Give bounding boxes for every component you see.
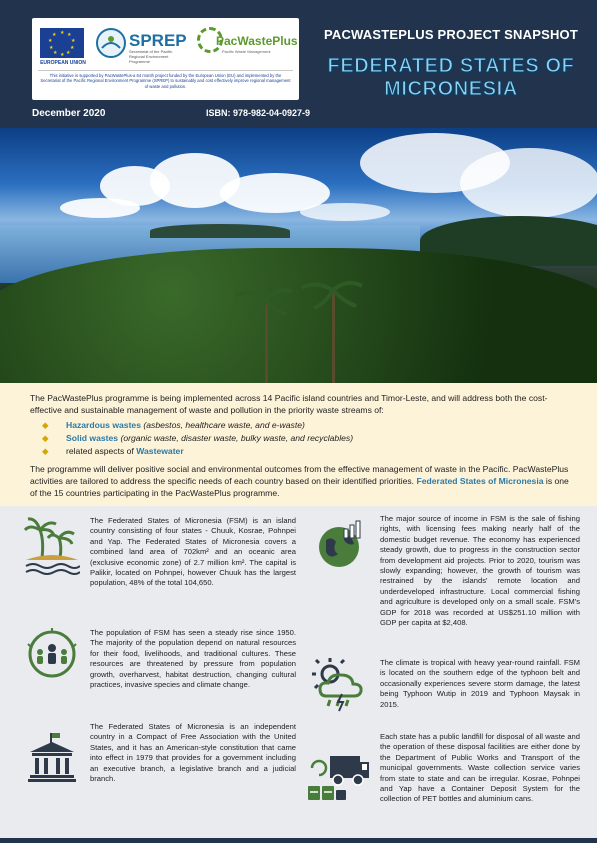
geography-text: The Federated States of Micronesia (FSM) is an island country consisting of four states - Chuuk, Kosrae, Pohnpei and Yap. The Federated States of Micronesia covers a combined land area of 702km² and an oceanic area (exclusive economic zone) of 2.7 million km². The capital is Palikir, located on Pohnpei, however Chuuk has the largest population, 48% of the total 104,650. bbox=[90, 516, 296, 588]
population-text: The population of FSM has seen a steady rise since 1950. The majority of the population depend on natural resources for their food, livelihoods, and traditional cultures. These resources are threatened by pressure from population growth, overharvest, habitat destruction, changing cultural practices, invasive species and climate change. bbox=[90, 628, 296, 690]
country-highlight: Federated States of Micronesia bbox=[416, 476, 544, 486]
waste-stream-prefix: related aspects of bbox=[66, 446, 137, 456]
waste-management-text: Each state has a public landfill for disposal of all waste and the operation of these disposal facilities are either done by the Department of Public Works and Transport of the municipal governments. Waste collection service varies from state to state and can be irregular. Kosrae, Pohnpei and Yap have a Container Deposit System for the collection of PET bottles and aluminium cans. bbox=[380, 732, 580, 804]
eu-caption: EUROPEAN UNION bbox=[40, 60, 86, 66]
cloud bbox=[460, 148, 597, 218]
waste-streams-list bbox=[42, 419, 562, 458]
economy-text: The major source of income in FSM is the sale of fishing rights, with licensing fees making nearly half of the domestic budget revenue. The economy has experienced steady growth, due to progress in the construction sector from development aid projects. Prior to 2020, tourism was slowly expanding; however, the growth of tourism was restrained by the islands' remote location and underdeveloped infrastructure. Local commercial fishing and agriculture is developed only on a small scale. FSM's GDP for 2018 was recorded at US$251.10 million with GDP per capita at $2,408. bbox=[380, 514, 580, 628]
globe-growth-chart-icon bbox=[316, 520, 366, 575]
list-item bbox=[42, 445, 562, 458]
palm-fronds bbox=[230, 278, 370, 318]
landscape-photo bbox=[0, 128, 597, 383]
outcomes-text: The programme will deliver positive social and environmental outcomes from the effective management of waste in the Pacific. PacWastePlus activities are tailored to address the specific needs of each country based on their identified priorities. bbox=[30, 464, 569, 486]
header-banner bbox=[0, 0, 597, 128]
sprep-emblem-icon bbox=[96, 28, 126, 58]
list-item bbox=[42, 432, 562, 445]
distant-island bbox=[150, 224, 290, 238]
waste-stream-label: Hazardous wastes bbox=[66, 420, 141, 430]
funding-statement: This initiative is supported by PacWastePlus-a 64 month project funded by the European Union (EU) and implemented by the Secretariat of the Pacific Regional Environment Programme (SPREP) to sustainably and cost effectively improve regional management of waste and pollution. bbox=[40, 73, 291, 89]
snapshot-title: PACWASTEPLUS PROJECT SNAPSHOT bbox=[323, 27, 579, 42]
partner-logos-panel bbox=[32, 18, 299, 100]
eu-flag-logo: ★ ★ ★ ★ ★ ★ ★ ★ ★ ★ bbox=[40, 28, 84, 58]
climate-text: The climate is tropical with heavy year-round rainfall. FSM is located on the southern edge of the typhoon belt and occasionally experiences severe storm damage, the latest being Typhoon Wutip in 2019 and Typhoon Maysak in 2015. bbox=[380, 658, 580, 709]
country-title: FEDERATED STATES OF MICRONESIA bbox=[327, 55, 575, 100]
intro-paragraph: The PacWastePlus programme is being implemented across 14 Pacific island countries and Timor-Leste, and will address both the cost-effective and sustainable management of waste and pollution in the priority waste streams of: bbox=[30, 393, 548, 415]
community-people-icon bbox=[26, 628, 78, 685]
waste-stream-detail: (asbestos, healthcare waste, and e-waste) bbox=[143, 420, 305, 430]
intro-paragraph-2 bbox=[30, 463, 570, 499]
government-text: The Federated States of Micronesia is an independent country in a Compact of Free Association with the United States, and it has an American-style constitution that came into effect in 1979 that provides for a government including an executive branch, a legislative branch and a judicial branch. bbox=[90, 722, 296, 784]
waste-stream-label: Solid wastes bbox=[66, 433, 119, 443]
diamond-bullet-icon: ◆ bbox=[42, 446, 49, 456]
footer-bar bbox=[0, 838, 597, 843]
waste-stream-label: Wastewater bbox=[136, 446, 184, 456]
logo-divider bbox=[38, 70, 293, 71]
participation-text: is one of the 15 countries participating in the PacWastePlus programme. bbox=[30, 476, 569, 498]
sprep-subtitle: Secretariat of the Pacific Regional Environment Programme bbox=[129, 49, 173, 64]
government-building-icon bbox=[26, 732, 78, 789]
pacwasteplus-logo-text: PacWastePlus bbox=[216, 34, 298, 48]
pacwasteplus-subtitle: Pacific Waste Management bbox=[222, 49, 271, 54]
waste-stream-detail: (organic waste, disaster waste, bulky waste, and recyclables) bbox=[120, 433, 354, 443]
isbn-number: ISBN: 978-982-04-0927-9 bbox=[206, 108, 311, 118]
cloud bbox=[300, 203, 390, 221]
list-item bbox=[42, 419, 562, 432]
sprep-logo-text: SPREP bbox=[129, 31, 187, 50]
sun-rain-cloud-icon bbox=[310, 656, 368, 719]
diamond-bullet-icon: ◆ bbox=[42, 420, 49, 430]
country-facts-panel bbox=[0, 506, 597, 843]
island-palm-icon bbox=[24, 516, 80, 583]
programme-intro bbox=[0, 383, 597, 506]
cloud bbox=[60, 198, 140, 218]
diamond-bullet-icon: ◆ bbox=[42, 433, 49, 443]
garbage-truck-recycling-icon bbox=[306, 750, 370, 807]
publication-date: December 2020 bbox=[32, 108, 106, 119]
